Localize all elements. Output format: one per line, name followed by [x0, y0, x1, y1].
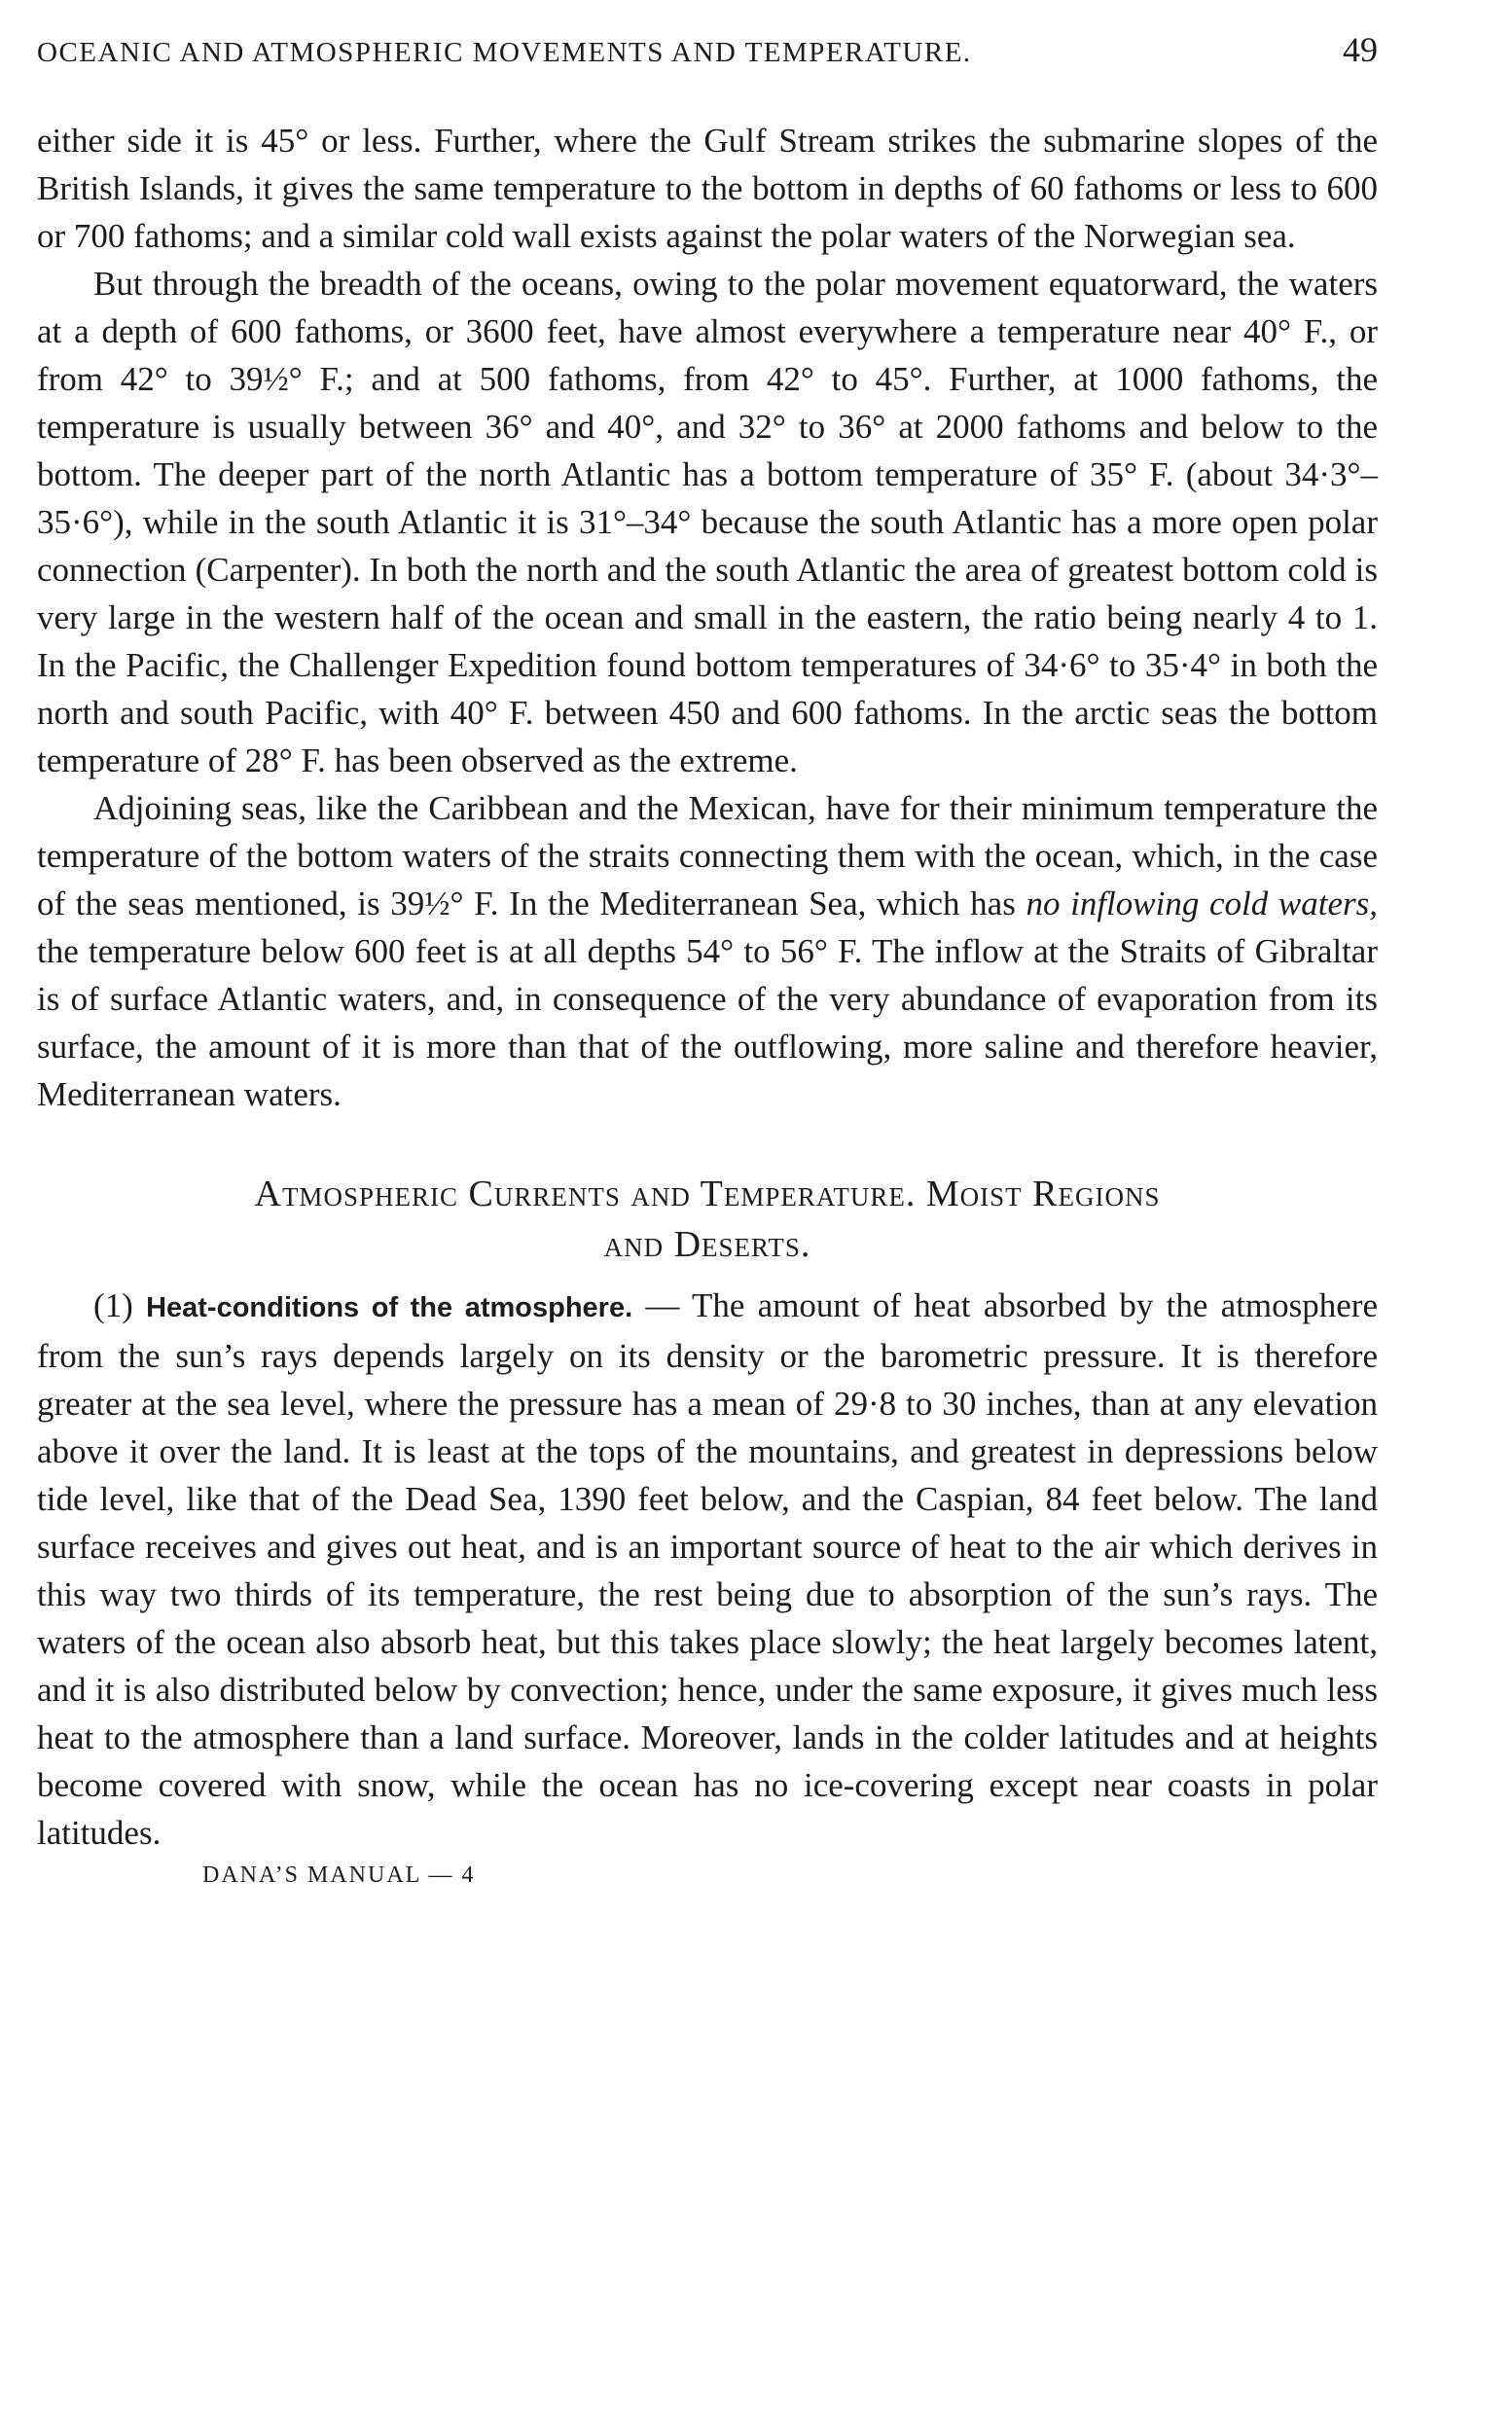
subsection-lead-heading: Heat-conditions of the atmosphere. [146, 1292, 633, 1323]
section-heading-line-2: and Deserts. [603, 1224, 811, 1265]
running-head [37, 29, 1378, 78]
em-dash: — [632, 1286, 693, 1324]
emphasis-inflowing-cold-waters: no inflowing cold waters, [1026, 885, 1378, 922]
book-page [37, 29, 1378, 1889]
section-heading-line-1: Atmospheric Currents and Temperature. Moist Regions [254, 1174, 1161, 1214]
paragraph-continuation: either side it is 45° or less. Further, where the Gulf Stream strikes the submarine slopes of the British Islands, it gives the same temperature to the bottom in depths of 60 fathoms or less to 600 or 700 fathoms; and a similar cold wall exists against the polar waters of the Norwegian sea. [37, 122, 1378, 255]
running-head-title: OCEANIC AND ATMOSPHERIC MOVEMENTS AND TEMPERATURE. [37, 37, 972, 68]
signature-mark: DANA’S MANUAL — 4 [202, 1862, 476, 1888]
paragraph-ocean-depth-temperatures: But through the breadth of the oceans, owing to the polar movement equatorward, the waters at a depth of 600 fathoms, or 3600 feet, have almost everywhere a temperature near 40° F., or from 42° to 39½° F.; and at 500 fathoms, from 42° to 45°. Further, at 1000 fathoms, the temperature is usually between 36° and 40°, and 32° to 36° at 2000 fathoms and below to the bottom. The deeper part of the north Atlantic has a bottom temperature of 35° F. (about 34·3°–35·6°), while in the south Atlantic it is 31°–34° because the south Atlantic has a more open polar connection (Carpenter). In both the north and the south Atlantic the area of greatest bottom cold is very large in the western half of the ocean and small in the eastern, the ratio being nearly 4 to 1. In the Pacific, the Challenger Expedition found bottom temperatures of 34·6° to 35·4° in both the north and south Pacific, with 40° F. between 450 and 600 fathoms. In the arctic seas the bottom temperature of 28° F. has been observed as the extreme. [37, 265, 1378, 779]
page-number: 49 [1343, 30, 1378, 69]
paragraph-adjoining-seas [37, 784, 1378, 1118]
heat-conditions-body: The amount of heat absorbed by the atmosphere from the sun’s rays depends largely on its density or the barometric pressure. It is therefore greater at the sea level, where the pressure has a mean of 29·8 to 30 inches, than at any elevation above it over the land. It is least at the tops of the mountains, and greatest in depressions below tide level, like that of the Dead Sea, 1390 feet below, and the Caspian, 84 feet below. The land surface receives and gives out heat, and is an important source of heat to the air which derives in this way two thirds of its temperature, the rest being due to absorption of the sun’s rays. The waters of the ocean also absorb heat, but this takes place slowly; the heat largely becomes latent, and it is also distributed below by convection; hence, under the same exposure, it gives much less heat to the atmosphere than a land surface. Moreover, lands in the colder latitudes and at heights become covered with snow, while the ocean has no ice-covering except near coasts in polar latitudes. [37, 1286, 1379, 1852]
paragraph-heat-conditions [37, 1282, 1378, 1857]
subsection-number: (1) [93, 1286, 133, 1324]
section-heading [37, 1169, 1378, 1270]
adjoining-seas-text-end: the temperature below 600 feet is at all depths 54° to 56° F. The inflow at the Straits of Gibraltar is of surface Atlantic waters, and, in consequence of the very abundance of evaporation from its surface, the amount of it is more than that of the outflowing, more saline and therefore heavier, Mediterranean waters. [37, 932, 1378, 1113]
adjoining-seas-text-start: Adjoining seas, like the Caribbean and the Mexican, have for their minimum temperature the temperature of the bottom waters of the straits connecting them with the ocean, which, in the case of the seas mentioned, is 39½° F. In the Mediterranean Sea, which has [37, 789, 1378, 922]
